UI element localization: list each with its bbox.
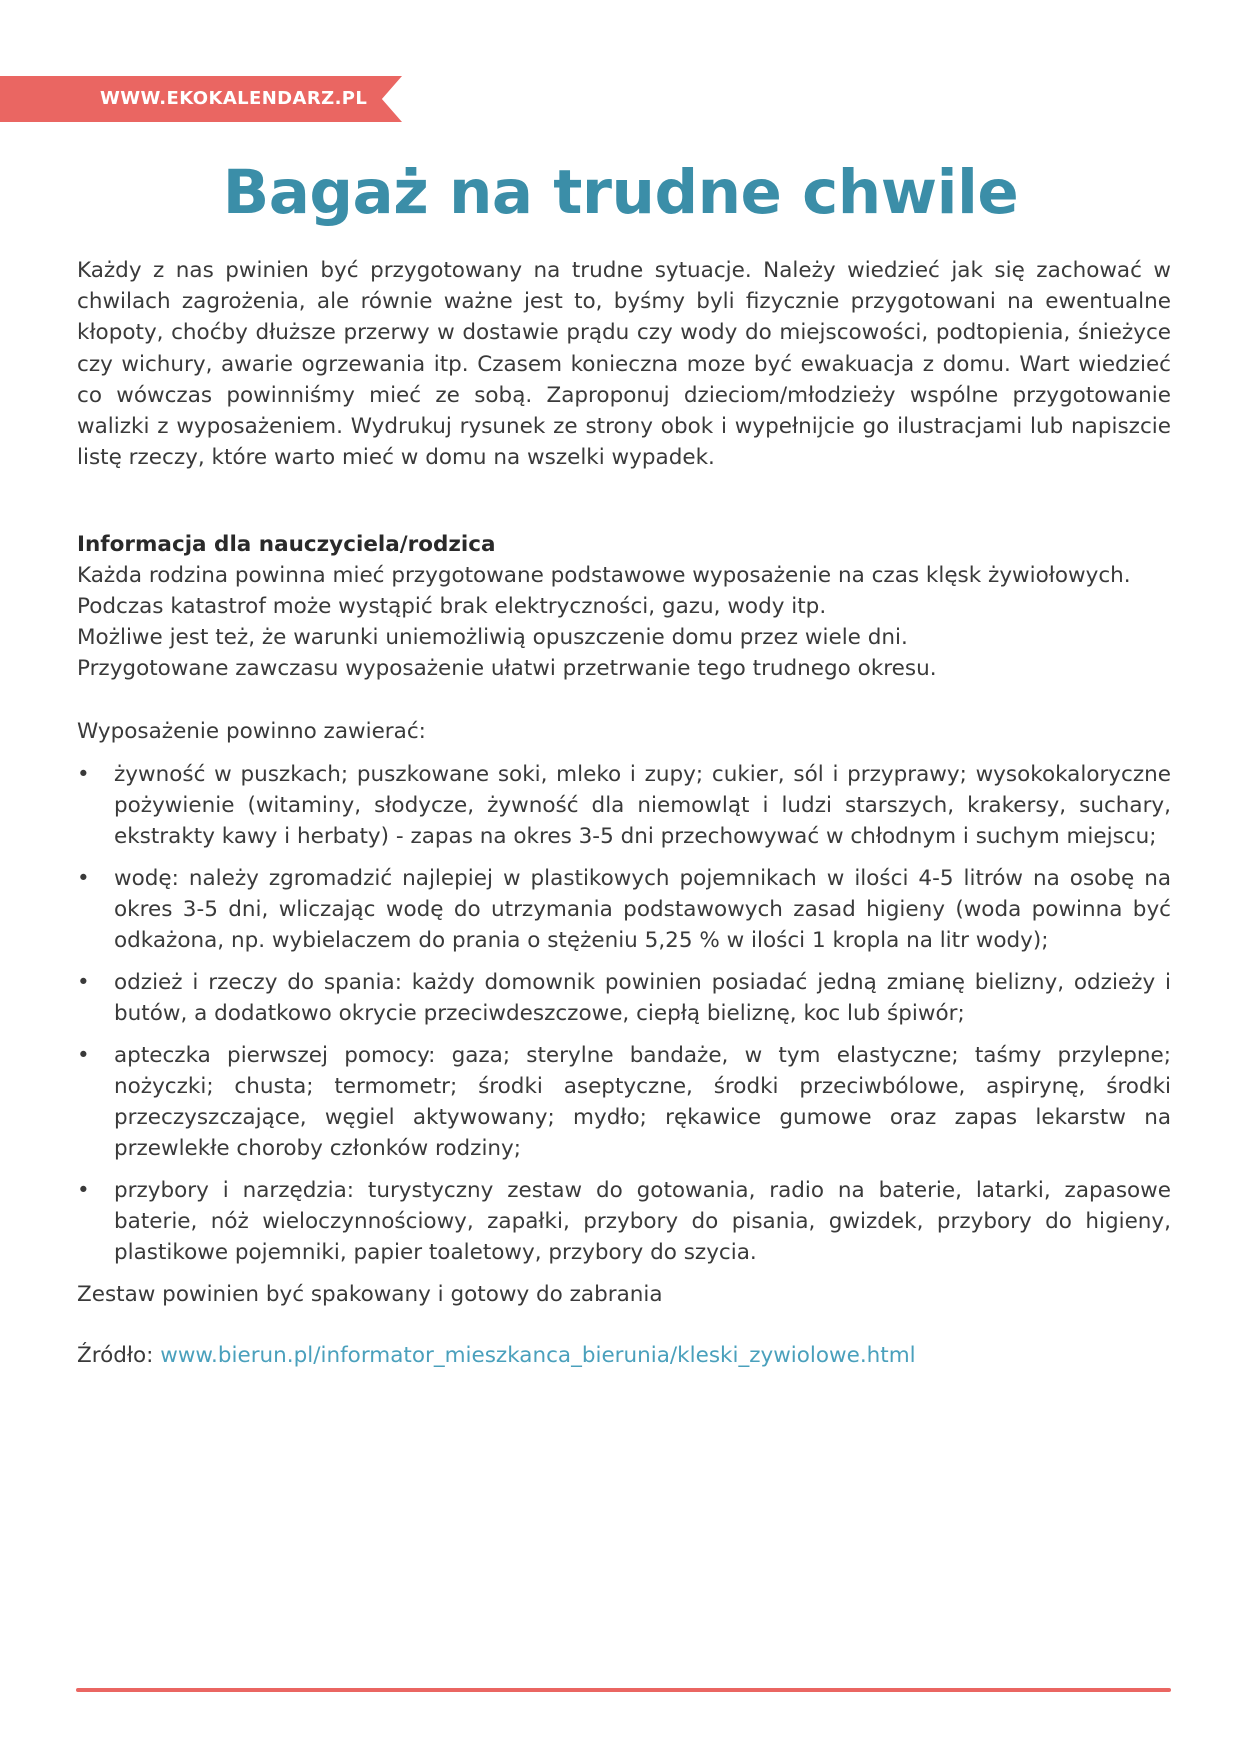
list-item-text: apteczka pierwszej pomocy: gaza; sterylne bandaże, w tym elastyczne; taśmy przylepne; nożyczki; chusta; termometr; środki aseptyczne, środki przeciwbólowe, aspirynę, środki przeczyszczające, węgiel aktywowany; mydło; rękawice gumowe oraz zapas lekarstw na przewlekłe choroby członków rodziny; [114,1043,1171,1162]
bullet-icon: • [77,970,90,996]
footer-divider [76,1688,1171,1692]
list-item-text: odzież i rzeczy do spania: każdy domownik powinien posiadać jedną zmianę bielizny, odzieży i butów, a dodatkowo okrycie przeciwdeszczowe, ciepłą bieliznę, koc lub śpiwór; [114,970,1171,1027]
main-content [77,255,1171,1371]
info-line: Każda rodzina powinna mieć przygotowane podstawowe wyposażenie na czas klęsk żywiołowych. [77,563,1131,589]
list-item [77,759,1171,852]
website-label[interactable]: WWW.EKOKALENDARZ.PL [100,88,368,109]
bullet-icon: • [77,1043,90,1069]
equipment-intro: Wyposażenie powinno zawierać: [77,719,426,745]
equipment-list [77,759,1171,1268]
list-item-text: wodę: należy zgromadzić najlepiej w plastikowych pojemnikach w ilości 4-5 litrów na osobę na okres 3-5 dni, wliczając wodę do utrzymania podstawowych zasad higieny (woda powinna być odkażona, np. wybielaczem do prania o stężeniu 5,25 % w ilości 1 kropla na litr wody); [114,866,1171,954]
bullet-icon: • [77,1178,90,1204]
bullet-icon: • [77,762,90,788]
info-line: Przygotowane zawczasu wyposażenie ułatwi przetrwanie tego trudnego okresu. [77,656,937,682]
list-item [77,967,1171,1029]
list-item-text: przybory i narzędzia: turystyczny zestaw do gotowania, radio na baterie, latarki, zapasowe baterie, nóż wieloczynnościowy, zapałki, przybory do pisania, gwizdek, przybory do higieny, plastikowe pojemniki, papier toaletowy, przybory do szycia. [114,1178,1171,1266]
list-item [77,1175,1171,1268]
source-link[interactable]: www.bierun.pl/informator_mieszkanca_bierunia/kleski_zywiolowe.html [160,1343,916,1369]
info-heading: Informacja dla nauczyciela/rodzica [77,532,496,558]
source-line [77,1340,1171,1371]
info-line: Podczas katastrof może wystąpić brak elektryczności, gazu, wody itp. [77,594,827,620]
page-title: Bagaż na trudne chwile [222,157,1019,228]
list-item [77,863,1171,956]
intro-paragraph: Każdy z nas pwinien być przygotowany na trudne sytuacje. Należy wiedzieć jak się zachować w chwilach zagrożenia, ale równie ważne jest to, byśmy byli fizycznie przygotowani na ewentualne kłopoty, choćby dłuższe przerwy w dostawie prądu czy wody do miejscowości, podtopienia, śnieżyce czy wichury, awarie ogrzewania itp. Czasem konieczna moze być ewakuacja z domu. Wart wiedzieć co wówczas powinniśmy mieć ze sobą. Zaproponuj dzieciom/młodzieży wspólne przygotowanie walizki z wyposażeniem. Wydrukuj rysunek ze strony obok i wypełnijcie go ilustracjami lub napiszcie listę rzeczy, które warto mieć w domu na wszelki wypadek. [77,258,1171,471]
closing-sentence: Zestaw powinien być spakowany i gotowy do zabrania [77,1282,663,1308]
source-label: Źródło: [77,1343,154,1369]
info-line: Możliwe jest też, że warunki uniemożliwią opuszczenie domu przez wiele dni. [77,625,908,651]
list-item-text: żywność w puszkach; puszkowane soki, mleko i zupy; cukier, sól i przyprawy; wysokokaloryczne pożywienie (witaminy, słodycze, żywność dla niemowląt i ludzi starszych, krakersy, suchary, ekstrakty kawy i herbaty) - zapas na okres 3-5 dni przechowywać w chłodnym i suchym miejscu; [114,762,1171,850]
list-item [77,1040,1171,1164]
bullet-icon: • [77,866,90,892]
